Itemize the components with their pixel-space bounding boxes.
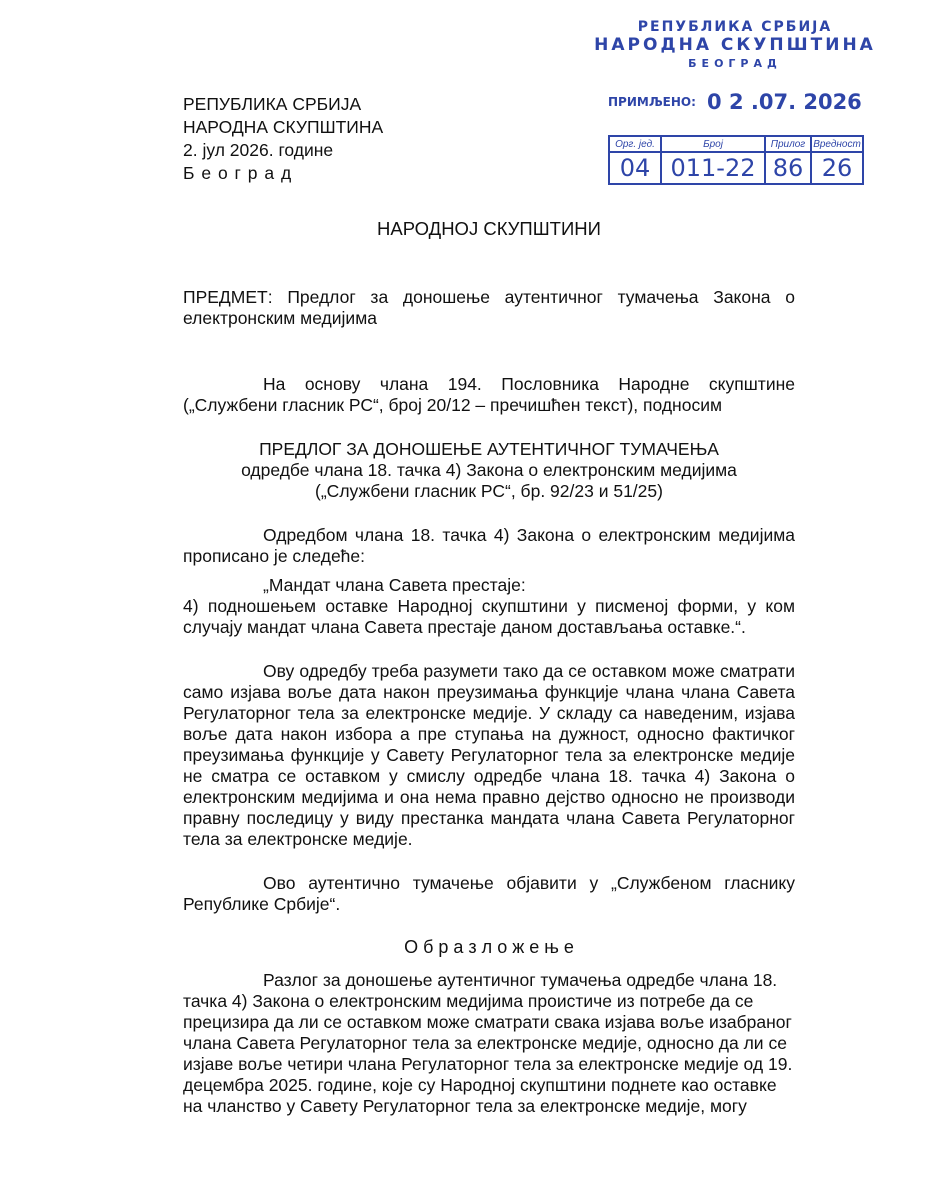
paragraph-2: Ову одредбу треба разумети тако да се оставком може сматрати само изјава воље дата након преузимања функције члана члана Савета Регулаторног тела за електронске медије. У складу са наведеним, изјава воље дата након избора а пре ступања на дужност, односно фактичког преузимања функције у Савету Регулаторног тела за електронске медије не сматра се оставком у смислу одредбе члана 18. тачка 4) Закона о електронским медијима и она нема правно дејство односно не производи правну последицу у виду престанка мандата члана Савета Регулаторног тела за електронске медије. bbox=[183, 661, 795, 849]
table-header-value: Вредност bbox=[811, 136, 863, 152]
explanation-line: прецизира да ли се оставком може сматрати свака изјава воље изабраног bbox=[183, 1012, 792, 1032]
proposal-title-line-3: („Службени гласник РС“, бр. 92/23 и 51/25) bbox=[315, 481, 663, 501]
explanation-line: Разлог за доношење аутентичног тумачења одредбе члана 18. bbox=[263, 970, 778, 990]
stamp-line-2: НАРОДНА СКУПШТИНА bbox=[594, 35, 876, 55]
quote bbox=[183, 575, 795, 638]
sender-block bbox=[183, 93, 443, 185]
sender-line-1: РЕПУБЛИКА СРБИЈА bbox=[183, 94, 362, 114]
table-value-number: 011-22 bbox=[661, 152, 765, 184]
sender-line-4: Б е о г р а д bbox=[183, 163, 293, 183]
explanation-line: члана Савета Регулаторног тела за електронске медије, односно да ли се bbox=[183, 1033, 787, 1053]
explanation-heading: О б р а з л о ж е њ е bbox=[404, 937, 574, 957]
stamp bbox=[590, 15, 880, 75]
table-value-org: 04 bbox=[609, 152, 661, 184]
explanation-block bbox=[183, 970, 795, 1117]
intro-paragraph: На основу члана 194. Пословника Народне скупштине („Службени гласник РС“, број 20/12 – пречишћен текст), подносим bbox=[183, 374, 795, 415]
table-value-value: 26 bbox=[811, 152, 863, 184]
received-stamp bbox=[608, 90, 862, 114]
explanation-line: тачка 4) Закона о електронским медијима проистиче из потребе да се bbox=[183, 991, 754, 1011]
quote-line-2: 4) подношењем оставке Народној скупштини у писменој форми, у ком случају мандат члана Савета престаје даном достављања оставке.“. bbox=[183, 596, 795, 637]
received-label: ПРИМЉЕНО: bbox=[608, 95, 696, 109]
quote-line-1: „Мандат члана Савета престаје: bbox=[263, 575, 526, 595]
received-date: 0 2 .07. 2026 bbox=[707, 90, 862, 114]
table-header-org: Орг. јед. bbox=[609, 136, 661, 152]
explanation-line: на чланство у Савету Регулаторног тела за електронске медије, могу bbox=[183, 1096, 747, 1116]
proposal-title-line-2: одредбе члана 18. тачка 4) Закона о електронским медијима bbox=[241, 460, 737, 480]
sender-line-3: 2. јул 2026. године bbox=[183, 140, 334, 160]
subject-text: Предлог за доношење аутентичног тумачења Закона о електронским медијима bbox=[183, 287, 795, 328]
explanation-line: изјаве воље четири члана Регулаторног тела за електронске медије од 19. bbox=[183, 1054, 793, 1074]
paragraph-3: Ово аутентично тумачење објавити у „Службеном гласнику Републике Србије“. bbox=[183, 873, 795, 914]
subject-label: ПРЕДМЕТ: bbox=[183, 287, 273, 307]
stamp-line-3: БЕОГРАД bbox=[688, 57, 782, 70]
addressee: НАРОДНОЈ СКУПШТИНИ bbox=[377, 218, 601, 239]
subject bbox=[183, 287, 795, 329]
table-value-attachment: 86 bbox=[765, 152, 811, 184]
table-header-number: Број bbox=[661, 136, 765, 152]
paragraph-1: Одредбом члана 18. тачка 4) Закона о електронским медијима прописано је следеће: bbox=[183, 525, 795, 566]
explanation-line: децембра 2025. године, које су Народној скупштини поднете као оставке bbox=[183, 1075, 777, 1095]
registration-table bbox=[608, 135, 864, 185]
sender-line-2: НАРОДНА СКУПШТИНА bbox=[183, 117, 384, 137]
table-header-attachment: Прилог bbox=[765, 136, 811, 152]
proposal-title-line-1: ПРЕДЛОГ ЗА ДОНОШЕЊЕ АУТЕНТИЧНОГ ТУМАЧЕЊА bbox=[259, 439, 719, 459]
proposal-title bbox=[183, 439, 795, 502]
stamp-line-1: РЕПУБЛИКА СРБИЈА bbox=[637, 19, 833, 35]
